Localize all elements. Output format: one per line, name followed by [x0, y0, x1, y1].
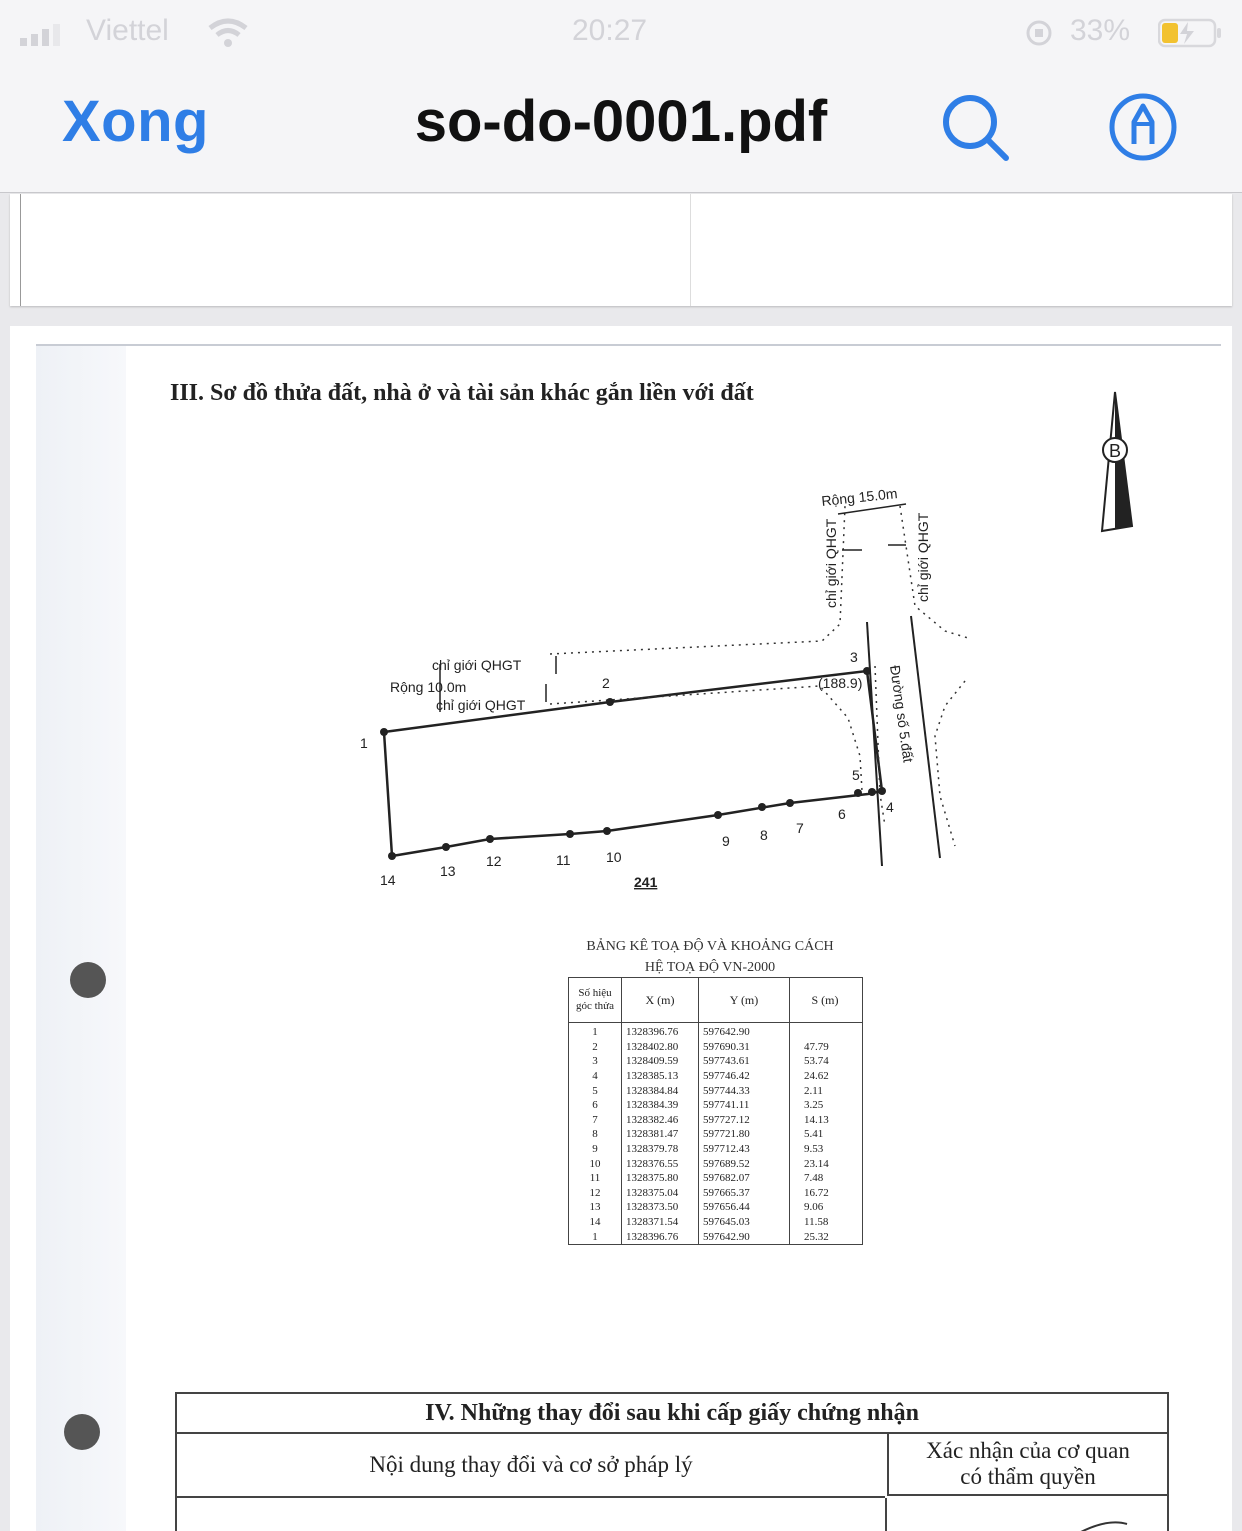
cell-s: 9.06: [790, 1200, 863, 1215]
cell-y: 597682.07: [699, 1171, 790, 1186]
cell-vertex: 14: [569, 1215, 622, 1230]
cell-x: 1328382.46: [622, 1113, 699, 1128]
area-label: (188.9): [818, 675, 863, 691]
parcel-number: 241: [634, 874, 658, 890]
front-width-label: Rộng 10.0m: [390, 679, 467, 695]
section4-table: [175, 1392, 1169, 1531]
cell-y: 597665.37: [699, 1186, 790, 1201]
cell-x: 1328384.84: [622, 1083, 699, 1098]
boundary-label-top: chỉ giới QHGT: [432, 657, 522, 673]
cell-s: 16.72: [790, 1186, 863, 1201]
table-row: [569, 1023, 863, 1040]
cell-y: 597743.61: [699, 1054, 790, 1069]
header-vertex-line2: góc thửa: [575, 1000, 615, 1012]
cell-x: 1328376.55: [622, 1156, 699, 1171]
cell-s: 23.14: [790, 1156, 863, 1171]
header-s: S (m): [790, 978, 863, 1023]
point-label: 3: [850, 649, 858, 665]
search-icon[interactable]: [940, 92, 1010, 162]
cell-s: 24.62: [790, 1069, 863, 1084]
point-label: 11: [556, 852, 571, 868]
cell-s: 25.32: [790, 1229, 863, 1244]
cell-vertex: 1: [569, 1229, 622, 1244]
point-label: 1: [360, 735, 368, 751]
status-bar: [0, 0, 1242, 66]
cell-s: 2.11: [790, 1083, 863, 1098]
cell-s: 9.53: [790, 1142, 863, 1157]
table-row: [569, 1156, 863, 1171]
header-vertex-line1: Số hiệu: [578, 987, 612, 999]
table-row: [569, 1098, 863, 1113]
cell-vertex: 7: [569, 1113, 622, 1128]
cell-y: 597690.31: [699, 1040, 790, 1055]
cell-y: 597642.90: [699, 1023, 790, 1040]
section4-title: IV. Những thay đổi sau khi cấp giấy chứng nhận: [177, 1394, 1167, 1434]
point-label: 6: [838, 806, 846, 822]
previous-page[interactable]: [10, 194, 1232, 306]
battery-percent: 33%: [1070, 14, 1131, 47]
cell-vertex: 4: [569, 1069, 622, 1084]
table-row: [569, 1054, 863, 1069]
header-y: Y (m): [699, 978, 790, 1023]
cell-y: 597689.52: [699, 1156, 790, 1171]
clock: 20:27: [572, 14, 648, 47]
coordinate-table-title: [570, 936, 850, 978]
cell-x: 1328373.50: [622, 1200, 699, 1215]
binder-hole: [64, 1414, 100, 1450]
cell-x: 1328384.39: [622, 1098, 699, 1113]
cell-y: 597642.90: [699, 1229, 790, 1244]
cell-s: 7.48: [790, 1171, 863, 1186]
cell-vertex: 11: [569, 1171, 622, 1186]
road-edge-left: [867, 622, 882, 866]
table-row: [569, 1069, 863, 1084]
done-button[interactable]: Xong: [62, 89, 209, 154]
cell-x: 1328409.59: [622, 1054, 699, 1069]
point-label: 10: [606, 849, 622, 865]
coordinate-table-title-line2: HỆ TOẠ ĐỘ VN-2000: [644, 960, 776, 975]
coordinate-table-title-line1: BẢNG KÊ TOẠ ĐỘ VÀ KHOẢNG CÁCH: [586, 939, 834, 954]
point-label: 13: [440, 863, 456, 879]
table-row: [569, 1171, 863, 1186]
document-title: so-do-0001.pdf: [414, 89, 828, 154]
cell-y: 597645.03: [699, 1215, 790, 1230]
wifi-icon: [208, 18, 248, 48]
header-x: X (m): [622, 978, 699, 1023]
cell-y: 597721.80: [699, 1127, 790, 1142]
section4-column-content: Nội dung thay đổi và cơ sở pháp lý: [177, 1434, 885, 1498]
cell-vertex: 6: [569, 1098, 622, 1113]
cell-y: 597656.44: [699, 1200, 790, 1215]
boundary-label-bottom: chỉ giới QHGT: [436, 697, 526, 713]
signal-icon: [20, 24, 70, 46]
section4-column-authority: [887, 1434, 1167, 1496]
point-label: 14: [380, 872, 396, 888]
cell-vertex: 5: [569, 1083, 622, 1098]
cell-vertex: 13: [569, 1200, 622, 1215]
cell-vertex: 8: [569, 1127, 622, 1142]
table-row: [569, 1215, 863, 1230]
cell-x: 1328375.04: [622, 1186, 699, 1201]
cell-x: 1328402.80: [622, 1040, 699, 1055]
point-label: 8: [760, 827, 768, 843]
carrier-label: Viettel: [86, 14, 169, 47]
cell-y: 597744.33: [699, 1083, 790, 1098]
cell-vertex: 1: [569, 1023, 622, 1040]
compass-label: B: [1108, 441, 1122, 461]
table-row: [569, 1186, 863, 1201]
cell-s: 5.41: [790, 1127, 863, 1142]
cell-vertex: 12: [569, 1186, 622, 1201]
cell-vertex: 3: [569, 1054, 622, 1069]
cell-s: 47.79: [790, 1040, 863, 1055]
table-row: [569, 1113, 863, 1128]
cell-s: 11.58: [790, 1215, 863, 1230]
table-row: [569, 1142, 863, 1157]
section4-authority-line1: Xác nhận của cơ quan: [926, 1438, 1130, 1463]
boundary-label-right: chỉ giới QHGT: [915, 512, 931, 602]
signature-scribble: [877, 1498, 1137, 1531]
cell-s: 3.25: [790, 1098, 863, 1113]
header-vertex: [569, 978, 622, 1023]
table-header-row: [569, 978, 863, 1023]
table-row: [569, 1127, 863, 1142]
road-name-label: Đường số 5.đất: [887, 664, 917, 764]
section4-authority-line2: có thẩm quyền: [960, 1464, 1096, 1489]
road-width-label: Rộng 15.0m: [820, 485, 899, 509]
point-label: 7: [796, 820, 804, 836]
boundary-label-left: chỉ giới QHGT: [823, 518, 839, 608]
point-label: 12: [486, 853, 502, 869]
section3-title: III. Sơ đồ thửa đất, nhà ở và tài sản khác gắn liền với đất: [170, 380, 754, 406]
cell-vertex: 2: [569, 1040, 622, 1055]
pdf-page[interactable]: [10, 326, 1232, 1531]
coordinate-table-body: [569, 1023, 863, 1245]
battery-icon: [1158, 18, 1224, 48]
markup-icon[interactable]: [1108, 92, 1178, 162]
cell-vertex: 9: [569, 1142, 622, 1157]
table-row: [569, 1229, 863, 1244]
orientation-lock-icon: [1024, 18, 1054, 48]
cell-x: 1328396.76: [622, 1229, 699, 1244]
binder-hole: [70, 962, 106, 998]
table-row: [569, 1200, 863, 1215]
cell-vertex: 10: [569, 1156, 622, 1171]
cell-y: 597727.12: [699, 1113, 790, 1128]
cell-y: 597746.42: [699, 1069, 790, 1084]
cell-x: 1328375.80: [622, 1171, 699, 1186]
navigation-bar: [0, 66, 1242, 193]
cell-x: 1328379.78: [622, 1142, 699, 1157]
parcel-vertices: [380, 667, 886, 860]
north-arrow-icon: [1102, 392, 1132, 531]
table-row: [569, 1083, 863, 1098]
parcel-map: [10, 326, 1232, 926]
cell-x: 1328381.47: [622, 1127, 699, 1142]
table-row: [569, 1040, 863, 1055]
cell-x: 1328371.54: [622, 1215, 699, 1230]
cell-s: [790, 1023, 863, 1040]
point-label: 2: [602, 675, 610, 691]
cell-x: 1328396.76: [622, 1023, 699, 1040]
point-label: 4: [886, 799, 894, 815]
point-label: 9: [722, 833, 730, 849]
cell-y: 597741.11: [699, 1098, 790, 1113]
point-label: 5: [852, 767, 860, 783]
cell-s: 53.74: [790, 1054, 863, 1069]
cell-y: 597712.43: [699, 1142, 790, 1157]
coordinate-table: [568, 977, 863, 1245]
cell-s: 14.13: [790, 1113, 863, 1128]
cell-x: 1328385.13: [622, 1069, 699, 1084]
